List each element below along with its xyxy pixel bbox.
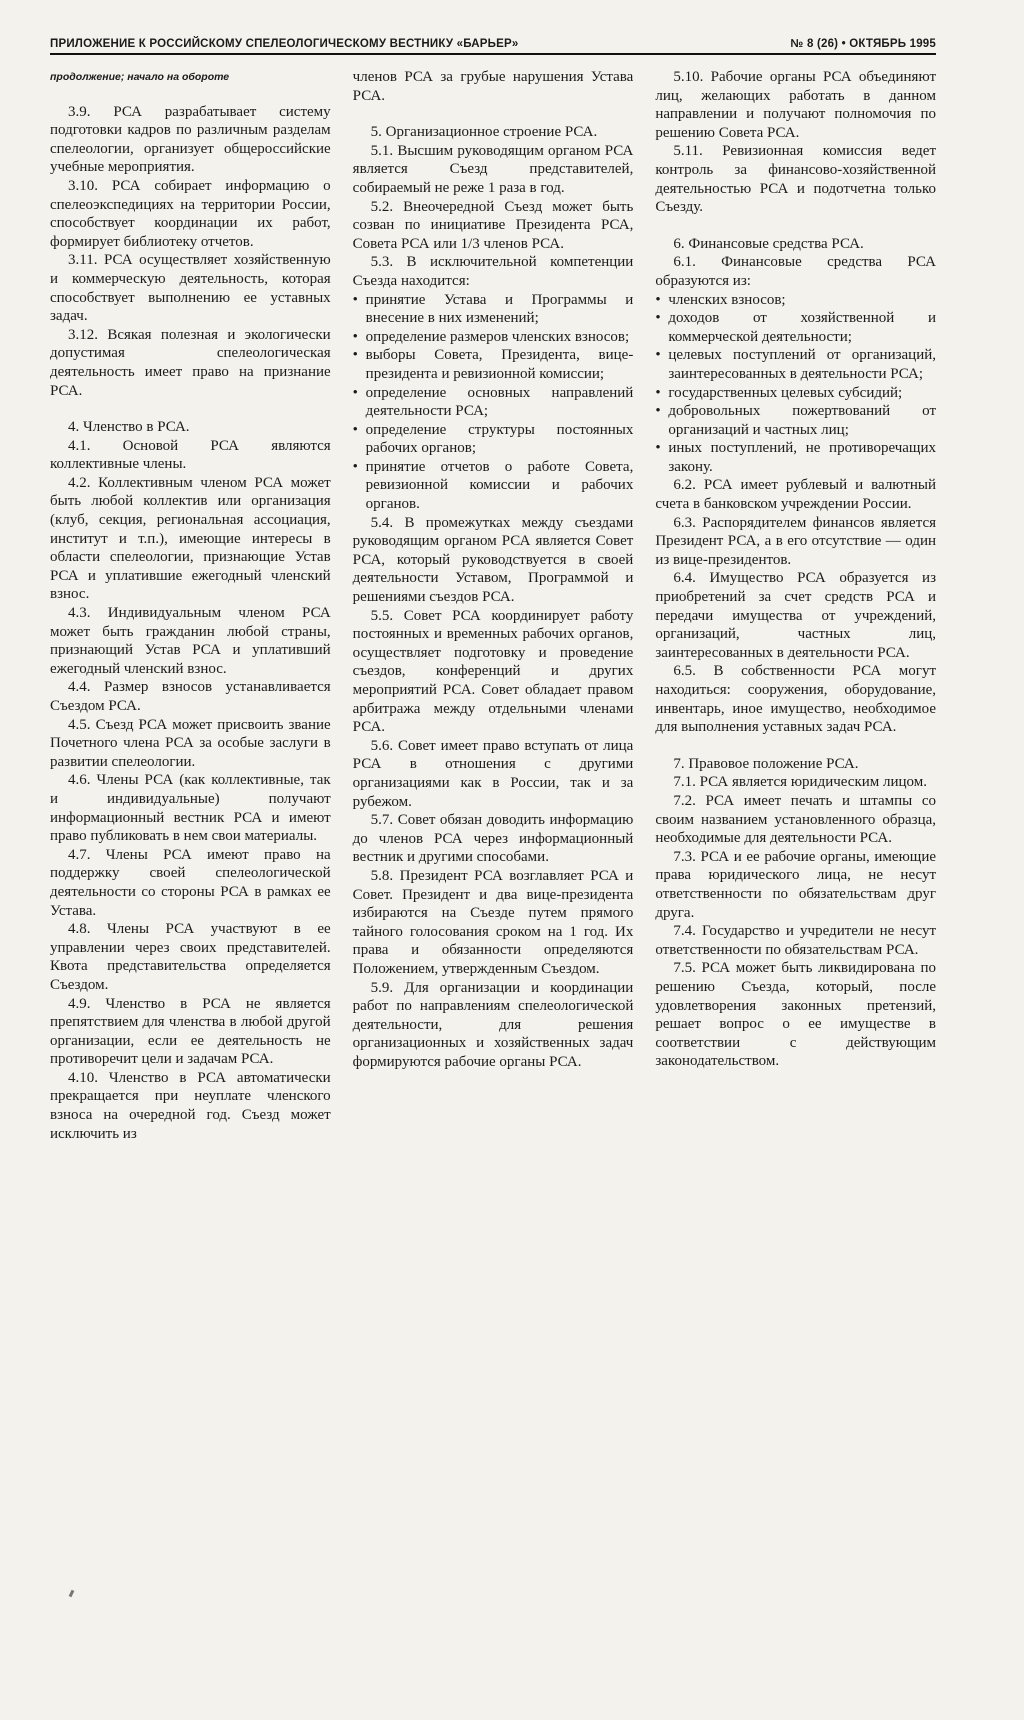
list-item: • принятие Устава и Программы и внесение в них изменений;	[353, 291, 634, 328]
paragraph-6-3: 6.3. Распорядителем финансов является Президент РСА, а в его отсутствие — один из вице-президентов.	[655, 514, 937, 568]
section-heading-4: 4. Членство в РСА.	[68, 419, 190, 436]
paragraph-4-9: 4.9. Членство в РСА не является препятствием для членства в любой другой организации, если ее деятельность не противоречит цели и задачам РСА.	[50, 995, 331, 1068]
paragraph-3-11: 3.11. РСА осуществляет хозяйственную и коммерческую деятельность, которая способствует выполнению ее уставных задач.	[50, 252, 331, 325]
paragraph-3-10: 3.10. РСА собирает информацию о спелеоэкспедициях на территории России, способствует координации их работ, формирует библиотеку отчетов.	[50, 177, 331, 250]
paragraph-5-8: 5.8. Президент РСА возглавляет РСА и Совет. Президент и два вице-президента избираются на Съезде путем прямого тайного голосования сроком на 1 год. Их права и обязанности определяются Положением, утвержденным Съездом.	[352, 867, 634, 977]
congress-competence-list	[353, 291, 634, 514]
continuation-note: продолжение; начало на обороте	[50, 71, 230, 83]
masthead	[50, 38, 936, 55]
paragraph-6-4: 6.4. Имущество РСА образуется из приобретений за счет средств РСА и передачи имущества от учреждений, организаций, частных лиц, заинтересованных в деятельности РСА.	[655, 570, 937, 661]
paragraph-5-4: 5.4. В промежутках между съездами руководящим органом РСА является Совет РСА, который руководствуется в своей деятельности Уставом, Программой и решениями съездов РСА.	[352, 514, 634, 606]
list-item: • целевых поступлений от организаций, заинтересованных в деятельности РСА;	[655, 346, 936, 383]
paragraph-4-4: 4.4. Размер взносов устанавливается Съездом РСА.	[50, 679, 331, 714]
paragraph-5-6: 5.6. Совет имеет право вступать от лица РСА в отношения с другими организациями как в России, так и за рубежом.	[352, 737, 634, 810]
column-3	[655, 68, 936, 1143]
list-item: • определение размеров членских взносов;	[353, 328, 634, 347]
paragraph-5-7: 5.7. Совет обязан доводить информацию до членов РСА через информационный вестник и другими способами.	[352, 812, 634, 866]
list-item: • доходов от хозяйственной и коммерческой деятельности;	[655, 309, 936, 346]
issue-info: № 8 (26) • ОКТЯБРЬ 1995	[790, 38, 936, 50]
finance-sources-list	[655, 291, 936, 477]
paragraph-6-5: 6.5. В собственности РСА могут находиться: сооружения, оборудование, инвентарь, иное имущество, необходимое для выполнения уставных задач РСА.	[655, 663, 937, 736]
text-columns	[50, 68, 936, 1143]
paragraph-4-7: 4.7. Члены РСА имеют право на поддержку своей спелеологической деятельности со стороны РСА в рамках ее Устава.	[50, 846, 331, 919]
paragraph-6-1: 6.1. Финансовые средства РСА образуются из:	[655, 254, 937, 289]
list-item: • определение основных направлений деятельности РСА;	[353, 384, 634, 421]
publication-title: ПРИЛОЖЕНИЕ К РОССИЙСКОМУ СПЕЛЕОЛОГИЧЕСКОМУ ВЕСТНИКУ «БАРЬЕР»	[50, 38, 519, 50]
section-heading-6: 6. Финансовые средства РСА.	[673, 235, 864, 252]
paragraph-5-1: 5.1. Высшим руководящим органом РСА является Съезд представителей, собираемый не реже 1 раза в год.	[352, 142, 634, 196]
scan-speck	[69, 1590, 75, 1598]
paragraph-3-9: 3.9. РСА разрабатывает систему подготовки кадров по различным разделам спелеологии, организует общероссийские учебные мероприятия.	[50, 103, 331, 176]
paragraph-4-10: 4.10. Членство в РСА автоматически прекращается при неуплате членского взноса на очередной год. Съезд может исключить из	[50, 1069, 331, 1142]
paragraph-4-10-continued: членов РСА за грубые нарушения Устава РСА.	[352, 69, 634, 104]
column-1	[50, 68, 331, 1143]
list-item: • добровольных пожертвований от организаций и частных лиц;	[655, 402, 936, 439]
section-heading-5: 5. Организационное строение РСА.	[370, 124, 598, 141]
paragraph-7-3: 7.3. РСА и ее рабочие органы, имеющие права юридического лица, не несут ответственности по обязательствам друг друга.	[655, 848, 937, 921]
paragraph-4-8: 4.8. Члены РСА участвуют в ее управлении через своих представителей. Квота представительства определяется Съездом.	[50, 921, 331, 993]
paragraph-4-5: 4.5. Съезд РСА может присвоить звание Почетного члена РСА за особые заслуги в развитии спелеологии.	[50, 716, 331, 770]
list-item: • выборы Совета, Президента, вице-президента и ревизионной комиссии;	[353, 346, 634, 383]
list-item: • принятие отчетов о работе Совета, ревизионной комиссии и рабочих органов.	[353, 458, 634, 514]
paragraph-4-1: 4.1. Основой РСА являются коллективные члены.	[50, 437, 331, 473]
paragraph-7-2: 7.2. РСА имеет печать и штампы со своим названием установленного образца, необходимые для деятельности РСА.	[655, 792, 937, 847]
paragraph-4-2: 4.2. Коллективным членом РСА может быть любой коллектив или организация (клуб, секция, региональная ассоциация, институт и т.п.), имеющие интересы в области спелеологии, признающие Устав РСА и уплатившие ежегодный членский взнос.	[50, 474, 331, 603]
paragraph-7-4: 7.4. Государство и учредители не несут ответственности по обязательствам РСА.	[655, 923, 937, 958]
paragraph-4-3: 4.3. Индивидуальным членом РСА может быть гражданин любой страны, признающий Устав РСА и уплативший ежегодный членский взнос.	[50, 605, 331, 677]
paragraph-7-5: 7.5. РСА может быть ликвидирована по решению Съезда, который, после удовлетворения законных претензий, решает вопрос о ее имуществе в соответствии с действующим законодательством.	[655, 960, 937, 1070]
paragraph-6-2: 6.2. РСА имеет рублевый и валютный счета в банковском учреждении России.	[655, 477, 937, 513]
list-item: • иных поступлений, не противоречащих закону.	[655, 439, 936, 476]
paragraph-5-5: 5.5. Совет РСА координирует работу постоянных и временных рабочих органов, осуществляет подготовку и проведение съездов, конференций и других мероприятий РСА. Совет обладает правом арбитража между отдельными членами РСА.	[352, 607, 634, 736]
paragraph-3-12: 3.12. Всякая полезная и экологически допустимая спелеологическая деятельность имеет право на признание РСА.	[50, 326, 331, 399]
paragraph-5-10: 5.10. Рабочие органы РСА объединяют лиц, желающих работать в данном направлении и получают полномочия по решению Совета РСА.	[655, 69, 937, 141]
paragraph-5-11: 5.11. Ревизионная комиссия ведет контроль за финансово-хозяйственной деятельностью РСА и подотчетна только Съезду.	[655, 143, 937, 216]
list-item: • определение структуры постоянных рабочих органов;	[353, 421, 634, 458]
paragraph-5-3: 5.3. В исключительной компетенции Съезда находится:	[352, 254, 634, 289]
paragraph-5-9: 5.9. Для организации и координации работ по направлениям спелеологической деятельности, для решения организационных и хозяйственных задач формируются рабочие органы РСА.	[352, 979, 634, 1070]
paragraph-5-2: 5.2. Внеочередной Съезд может быть созван по инициативе Президента РСА, Совета РСА или 1/3 членов РСА.	[352, 198, 634, 252]
column-2	[353, 68, 634, 1143]
list-item: • членских взносов;	[655, 291, 936, 310]
list-item: • государственных целевых субсидий;	[655, 384, 936, 403]
section-heading-7: 7. Правовое положение РСА.	[673, 755, 859, 772]
paragraph-7-1: 7.1. РСА является юридическим лицом.	[673, 774, 928, 791]
paragraph-4-6: 4.6. Члены РСА (как коллективные, так и индивидуальные) получают информационный вестник РСА и имеют право публиковать в нем свои материалы.	[50, 772, 331, 845]
